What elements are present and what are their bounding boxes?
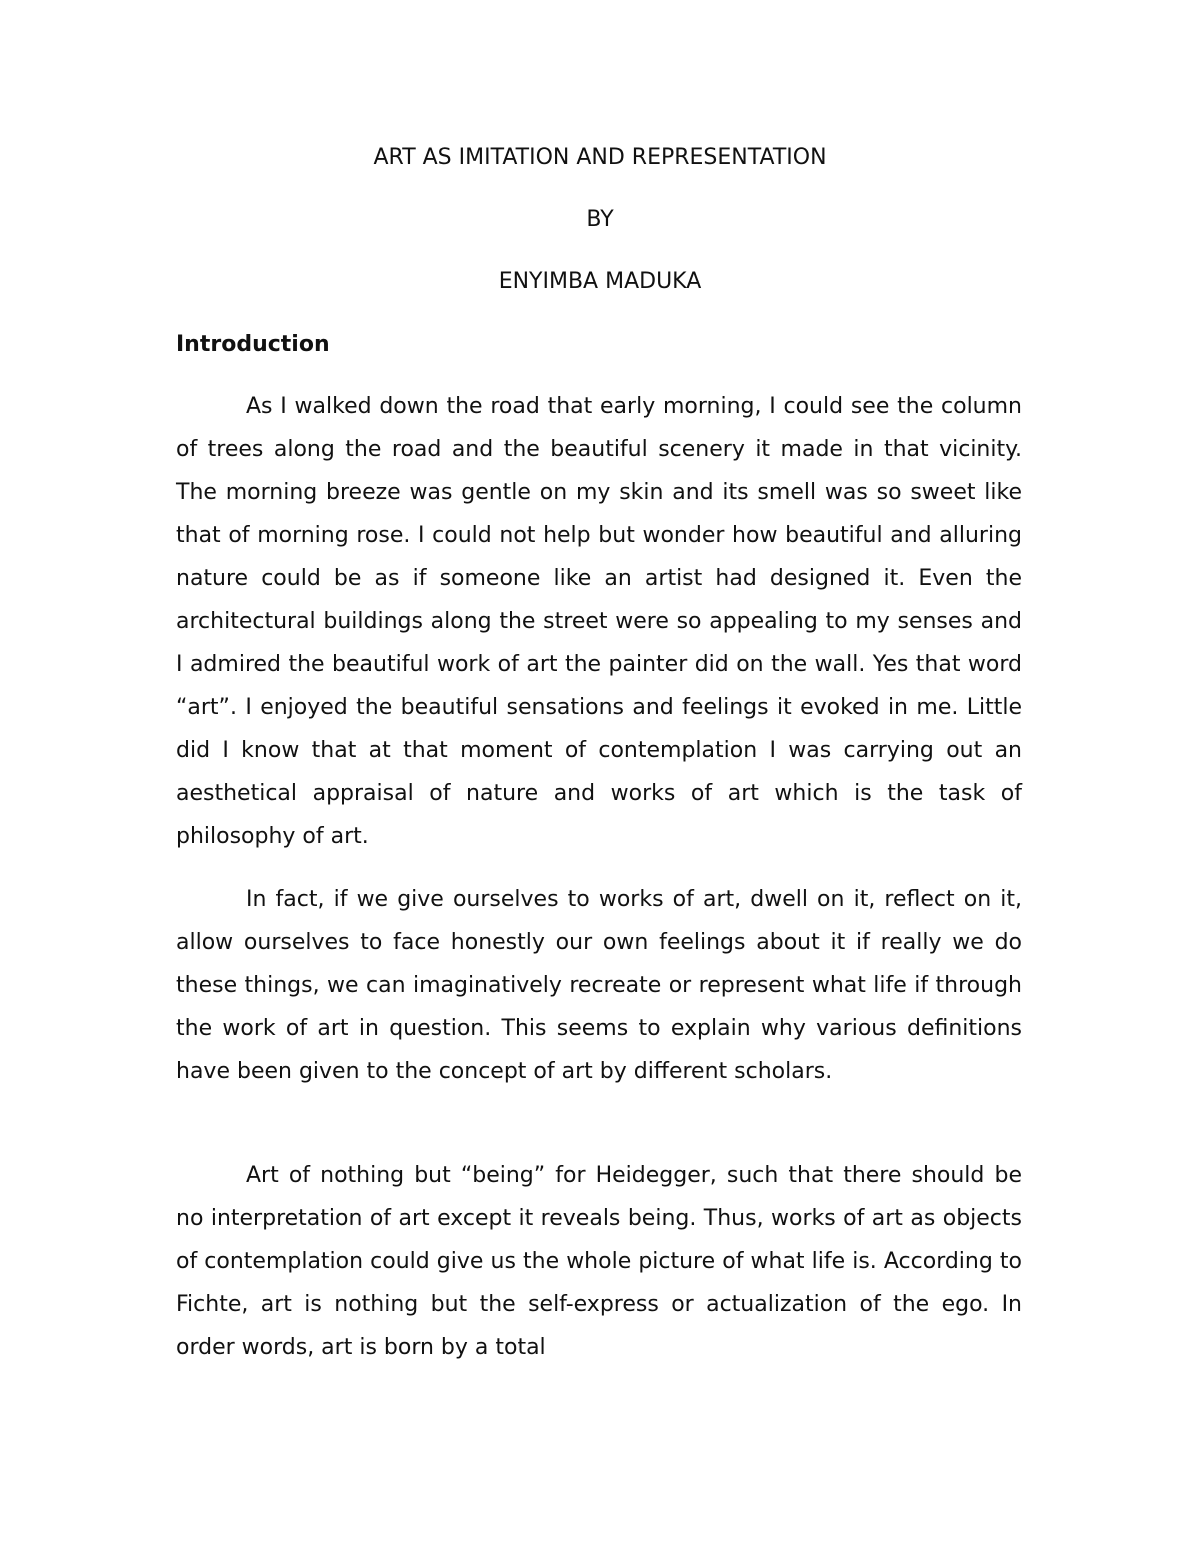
paragraph-block-1 [176,385,1022,858]
paragraph-block-3 [176,1154,1022,1369]
author-name: ENYIMBA MADUKA [498,269,702,294]
document-title: ART AS IMITATION AND REPRESENTATION [373,145,827,170]
paragraph-3: Art of nothing but “being” for Heidegger, such that there should be no interpretation of art except it reveals being. Thus, works of art as objects of contemplation could give us the whole picture of what life is. According to Fichte, art is nothing but the self-express or actualization of the ego. In order words, art is born by a total [176,1163,1022,1360]
paragraph-2: In fact, if we give ourselves to works of art, dwell on it, reflect on it, allow ourselves to face honestly our own feelings about it if really we do these things, we can imaginatively recreate or represent what life if through the work of art in question. This seems to explain why various definitions have been given to the concept of art by different scholars. [176,887,1022,1084]
paragraph-1: As I walked down the road that early morning, I could see the column of trees along the road and the beautiful scenery it made in that vicinity. The morning breeze was gentle on my skin and its smell was so sweet like that of morning rose. I could not help but wonder how beautiful and alluring nature could be as if someone like an artist had designed it. Even the architectural buildings along the street were so appealing to my senses and I admired the beautiful work of art the painter did on the wall. Yes that word “art”. I enjoyed the beautiful sensations and feelings it evoked in me. Little did I know that at that moment of contemplation I was carrying out an aesthetical appraisal of nature and works of art which is the task of philosophy of art. [176,394,1022,849]
section-heading-introduction: Introduction [176,332,330,357]
paragraph-block-2 [176,878,1022,1093]
byline-label: BY [586,207,614,232]
